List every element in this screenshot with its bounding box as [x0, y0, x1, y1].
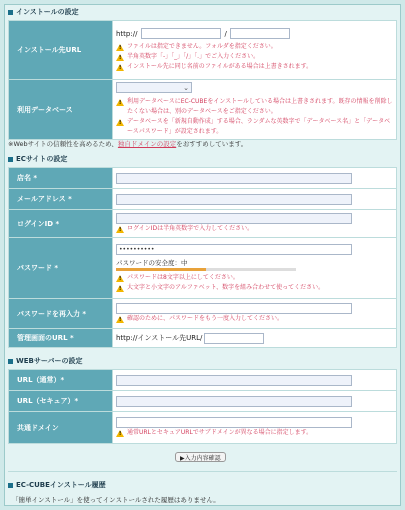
- confirm-input-button[interactable]: ▶入力内容確認: [175, 452, 226, 462]
- warning-icon: [116, 64, 124, 71]
- password-warning: ! 大文字と小文字のアルファベット、数字を組み合わせて使ってください。: [116, 283, 393, 293]
- email-label: メールアドレス *: [9, 189, 113, 210]
- install-domain-input[interactable]: [141, 28, 221, 39]
- section-divider: [8, 471, 397, 472]
- url-warning: ! ファイルは指定できません。フォルダを指定ください。: [116, 42, 393, 52]
- ec-section-title: ECサイトの設定: [8, 154, 67, 164]
- install-section-title: インストールの設定: [8, 7, 79, 17]
- db-warning: ! データベースを「新規自動作成」する場合、ランダムな英数字で「データベース名」と「データベースパスワード」が設定されます。: [116, 117, 393, 137]
- admin-url-label: 管理画面のURL *: [9, 329, 113, 348]
- url-warning: ! インストール先に同じ名前のファイルがある場合は上書きされます。: [116, 62, 393, 72]
- warning-icon: [116, 430, 124, 437]
- domain-warning: ! 通常URLとセキュアURLでサブドメインが異なる場合に指定します。: [116, 428, 393, 438]
- warning-icon: [116, 54, 124, 61]
- url-normal-label: URL（通常）*: [9, 370, 113, 391]
- warning-icon: [116, 119, 124, 126]
- web-form-table: [8, 369, 397, 444]
- email-input[interactable]: [116, 194, 352, 205]
- common-domain-label: 共通ドメイン: [9, 412, 113, 444]
- admin-url-prefix: http://インストール先URL/: [116, 334, 203, 342]
- chevron-down-icon: ⌄: [183, 84, 189, 92]
- shop-name-label: 店名 *: [9, 168, 113, 189]
- password-strength-text: パスワードの安全度：中: [116, 258, 188, 267]
- login-id-label: ログインID *: [9, 210, 113, 238]
- history-section-title: EC-CUBEインストール履歴: [8, 480, 106, 490]
- db-warning: ! 利用データベースにEC-CUBEをインストールしている場合は上書きされます。既存の情報を削除したくない場合は、別のデータベースをご指定ください。: [116, 97, 393, 117]
- section-square-icon: [8, 10, 13, 15]
- domain-note: ※Webサイトの信頼性を高めるため、独自ドメインの設定をおすすめしています。: [8, 140, 248, 148]
- shop-name-input[interactable]: [116, 173, 352, 184]
- url-secure-input[interactable]: [116, 396, 352, 407]
- ec-form-table: [8, 167, 397, 348]
- warning-icon: [116, 44, 124, 51]
- login-warning: ! ログインIDは半角英数字で入力してください。: [116, 224, 393, 234]
- custom-domain-link[interactable]: 独自ドメインの設定: [117, 140, 177, 148]
- install-folder-input[interactable]: [230, 28, 290, 39]
- admin-url-input[interactable]: [204, 333, 264, 344]
- web-section-title: WEBサーバーの設定: [8, 356, 83, 366]
- install-url-label: インストール先URL: [9, 21, 113, 80]
- password-label: パスワード *: [9, 238, 113, 299]
- warning-icon: [116, 99, 124, 106]
- database-select[interactable]: [116, 82, 192, 93]
- common-domain-input[interactable]: [116, 417, 352, 428]
- section-square-icon: [8, 157, 13, 162]
- database-label: 利用データベース: [9, 80, 113, 140]
- password-strength-fill: [116, 268, 206, 271]
- install-form-table: [8, 20, 397, 140]
- url-warning: ! 半角英数字「-」「_」「/」「.」でご入力ください。: [116, 52, 393, 62]
- password-input[interactable]: ••••••••••: [116, 244, 352, 255]
- warning-icon: [116, 316, 124, 323]
- history-text: 「簡単インストール」を使ってインストールされた履歴はありません。: [12, 496, 220, 504]
- login-id-input[interactable]: [116, 213, 352, 224]
- url-slash: /: [224, 29, 227, 38]
- password-warning: ! パスワードは8文字以上にしてください。: [116, 273, 393, 283]
- section-square-icon: [8, 359, 13, 364]
- repassword-input[interactable]: [116, 303, 352, 314]
- warning-icon: [116, 285, 124, 292]
- repassword-label: パスワードを再入力 *: [9, 299, 113, 329]
- repassword-warning: ! 確認のために、パスワードをもう一度入力してください。: [116, 314, 393, 324]
- url-prefix: http://: [116, 29, 138, 38]
- section-square-icon: [8, 483, 13, 488]
- url-normal-input[interactable]: [116, 375, 352, 386]
- url-secure-label: URL（セキュア）*: [9, 391, 113, 412]
- password-strength-bar: [116, 268, 296, 271]
- warning-icon: [116, 275, 124, 282]
- warning-icon: [116, 226, 124, 233]
